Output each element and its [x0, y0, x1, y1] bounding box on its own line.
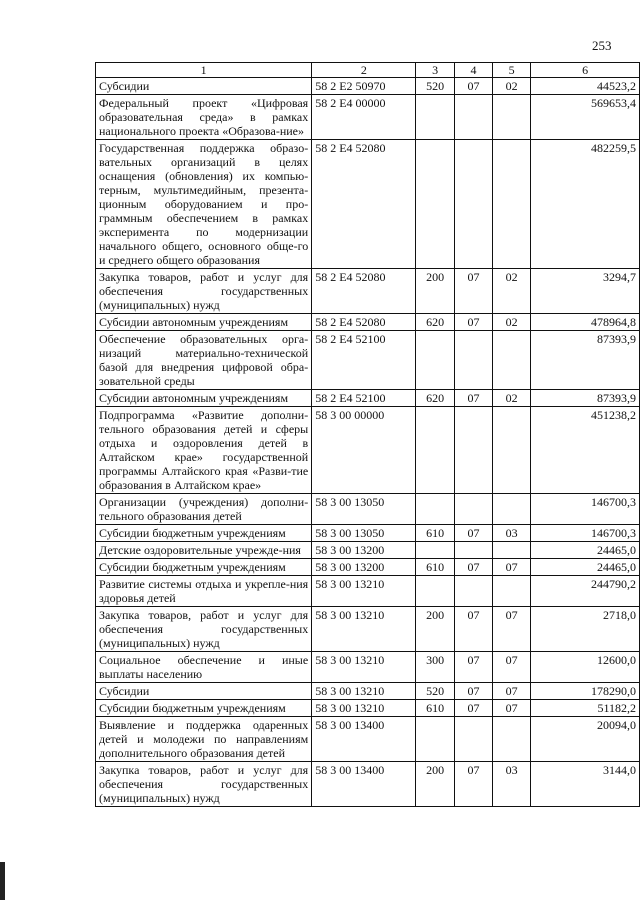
row-code: 58 3 00 13210: [312, 576, 416, 607]
row-subsection: 03: [493, 525, 531, 542]
row-code: 58 3 00 13200: [312, 559, 416, 576]
row-name: Субсидии бюджетным учреждениям: [96, 525, 312, 542]
row-section: [454, 407, 492, 494]
header-col-4: 4: [454, 63, 492, 78]
row-code: 58 2 E2 50970: [312, 78, 416, 95]
row-section: [454, 494, 492, 525]
row-name: Закупка товаров, работ и услуг для обеспечения государственных (муниципальных) нужд: [96, 762, 312, 807]
row-section: [454, 576, 492, 607]
header-col-1: 1: [96, 63, 312, 78]
row-name: Выявление и поддержка одаренных детей и молодежи по направлениям дополнительного образования детей: [96, 717, 312, 762]
row-code: 58 3 00 13210: [312, 652, 416, 683]
table-row: [96, 494, 640, 525]
row-expense-type: 620: [416, 314, 454, 331]
row-subsection: 02: [493, 78, 531, 95]
row-code: 58 2 E4 00000: [312, 95, 416, 140]
row-name: Социальное обеспечение и иные выплаты населению: [96, 652, 312, 683]
header-col-2: 2: [312, 63, 416, 78]
row-sum: 146700,3: [531, 525, 640, 542]
row-code: 58 2 E4 52080: [312, 140, 416, 269]
row-expense-type: [416, 717, 454, 762]
table-row: [96, 140, 640, 269]
table-row: [96, 407, 640, 494]
row-section: [454, 140, 492, 269]
row-section: 07: [454, 652, 492, 683]
row-code: 58 2 E4 52080: [312, 269, 416, 314]
row-section: [454, 331, 492, 390]
row-name: Организации (учреждения) дополни-тельного образования детей: [96, 494, 312, 525]
table-row: [96, 390, 640, 407]
row-expense-type: [416, 140, 454, 269]
row-subsection: 02: [493, 390, 531, 407]
table-row: [96, 314, 640, 331]
row-subsection: [493, 542, 531, 559]
row-name: Закупка товаров, работ и услуг для обеспечения государственных (муниципальных) нужд: [96, 607, 312, 652]
row-sum: 244790,2: [531, 576, 640, 607]
row-sum: 87393,9: [531, 331, 640, 390]
row-subsection: [493, 140, 531, 269]
table-header-row: [96, 63, 640, 78]
budget-table-body: [96, 63, 640, 807]
row-subsection: 03: [493, 762, 531, 807]
row-name: Субсидии автономным учреждениям: [96, 314, 312, 331]
row-name: Государственная поддержка образо-вательных организаций в целях оснащения (обновления) их компью-терным, мультимедийным, презента-ционным оборудованием и про-граммным обеспечением в рамках эксперимента по модернизации начального общего, основного обще-го и среднего общего образования: [96, 140, 312, 269]
row-code: 58 3 00 13400: [312, 762, 416, 807]
row-expense-type: [416, 95, 454, 140]
row-expense-type: 300: [416, 652, 454, 683]
row-section: [454, 542, 492, 559]
row-section: 07: [454, 390, 492, 407]
table-row: [96, 652, 640, 683]
row-sum: 24465,0: [531, 542, 640, 559]
header-col-5: 5: [493, 63, 531, 78]
row-expense-type: 610: [416, 559, 454, 576]
row-section: 07: [454, 314, 492, 331]
budget-table: [95, 62, 640, 807]
table-row: [96, 762, 640, 807]
row-sum: 3294,7: [531, 269, 640, 314]
row-expense-type: [416, 407, 454, 494]
row-expense-type: [416, 576, 454, 607]
row-expense-type: 200: [416, 269, 454, 314]
row-code: 58 3 00 13210: [312, 683, 416, 700]
row-section: 07: [454, 762, 492, 807]
row-sum: 569653,4: [531, 95, 640, 140]
row-name: Субсидии автономным учреждениям: [96, 390, 312, 407]
row-code: 58 2 E4 52100: [312, 331, 416, 390]
row-subsection: 07: [493, 607, 531, 652]
row-expense-type: 520: [416, 78, 454, 95]
row-sum: 178290,0: [531, 683, 640, 700]
row-sum: 3144,0: [531, 762, 640, 807]
row-section: 07: [454, 269, 492, 314]
table-row: [96, 607, 640, 652]
row-sum: 146700,3: [531, 494, 640, 525]
row-expense-type: 610: [416, 700, 454, 717]
row-subsection: [493, 407, 531, 494]
row-expense-type: [416, 494, 454, 525]
row-sum: 2718,0: [531, 607, 640, 652]
row-subsection: 07: [493, 559, 531, 576]
row-subsection: 07: [493, 700, 531, 717]
table-row: [96, 269, 640, 314]
row-section: 07: [454, 700, 492, 717]
row-name: Обеспечение образовательных орга-низаций материально-технической базой для внедрения цифровой обра-зовательной среды: [96, 331, 312, 390]
row-sum: 478964,8: [531, 314, 640, 331]
row-name: Субсидии: [96, 683, 312, 700]
row-name: Субсидии бюджетным учреждениям: [96, 559, 312, 576]
row-code: 58 2 E4 52100: [312, 390, 416, 407]
row-name: Субсидии бюджетным учреждениям: [96, 700, 312, 717]
row-sum: 87393,9: [531, 390, 640, 407]
row-expense-type: 200: [416, 762, 454, 807]
row-subsection: [493, 95, 531, 140]
row-section: [454, 717, 492, 762]
row-name: Федеральный проект «Цифровая образовательная среда» в рамках национального проекта «Образова-ние»: [96, 95, 312, 140]
row-name: Развитие системы отдыха и укрепле-ния здоровья детей: [96, 576, 312, 607]
header-col-3: 3: [416, 63, 454, 78]
row-section: 07: [454, 78, 492, 95]
row-name: Подпрограмма «Развитие дополни-тельного образования детей и сферы отдыха и оздоровления детей в Алтайском крае» государственной программы Алтайского края «Разви-тие образования в Алтайском крае»: [96, 407, 312, 494]
row-expense-type: 620: [416, 390, 454, 407]
table-row: [96, 717, 640, 762]
row-sum: 51182,2: [531, 700, 640, 717]
row-name: Детские оздоровительные учрежде-ния: [96, 542, 312, 559]
row-section: 07: [454, 607, 492, 652]
row-code: 58 3 00 13400: [312, 717, 416, 762]
scan-margin-mark: [0, 862, 5, 900]
row-subsection: 02: [493, 314, 531, 331]
row-code: 58 3 00 00000: [312, 407, 416, 494]
table-row: [96, 95, 640, 140]
row-section: [454, 95, 492, 140]
row-code: 58 3 00 13200: [312, 542, 416, 559]
row-subsection: [493, 717, 531, 762]
row-expense-type: [416, 542, 454, 559]
row-code: 58 3 00 13050: [312, 525, 416, 542]
row-name: Субсидии: [96, 78, 312, 95]
row-subsection: 07: [493, 652, 531, 683]
row-sum: 12600,0: [531, 652, 640, 683]
table-row: [96, 542, 640, 559]
row-sum: 482259,5: [531, 140, 640, 269]
table-row: [96, 525, 640, 542]
row-subsection: 02: [493, 269, 531, 314]
row-subsection: [493, 576, 531, 607]
row-sum: 44523,2: [531, 78, 640, 95]
row-code: 58 3 00 13050: [312, 494, 416, 525]
row-sum: 20094,0: [531, 717, 640, 762]
table-row: [96, 559, 640, 576]
row-expense-type: 200: [416, 607, 454, 652]
row-sum: 24465,0: [531, 559, 640, 576]
table-row: [96, 331, 640, 390]
table-row: [96, 683, 640, 700]
row-section: 07: [454, 683, 492, 700]
row-name: Закупка товаров, работ и услуг для обеспечения государственных (муниципальных) нужд: [96, 269, 312, 314]
row-code: 58 2 E4 52080: [312, 314, 416, 331]
table-row: [96, 576, 640, 607]
table-row: [96, 78, 640, 95]
row-section: 07: [454, 559, 492, 576]
table-row: [96, 700, 640, 717]
row-code: 58 3 00 13210: [312, 700, 416, 717]
row-code: 58 3 00 13210: [312, 607, 416, 652]
row-sum: 451238,2: [531, 407, 640, 494]
page-number: 253: [592, 38, 612, 53]
row-expense-type: [416, 331, 454, 390]
header-col-6: 6: [531, 63, 640, 78]
row-subsection: [493, 494, 531, 525]
row-expense-type: 610: [416, 525, 454, 542]
row-section: 07: [454, 525, 492, 542]
row-subsection: [493, 331, 531, 390]
row-expense-type: 520: [416, 683, 454, 700]
row-subsection: 07: [493, 683, 531, 700]
